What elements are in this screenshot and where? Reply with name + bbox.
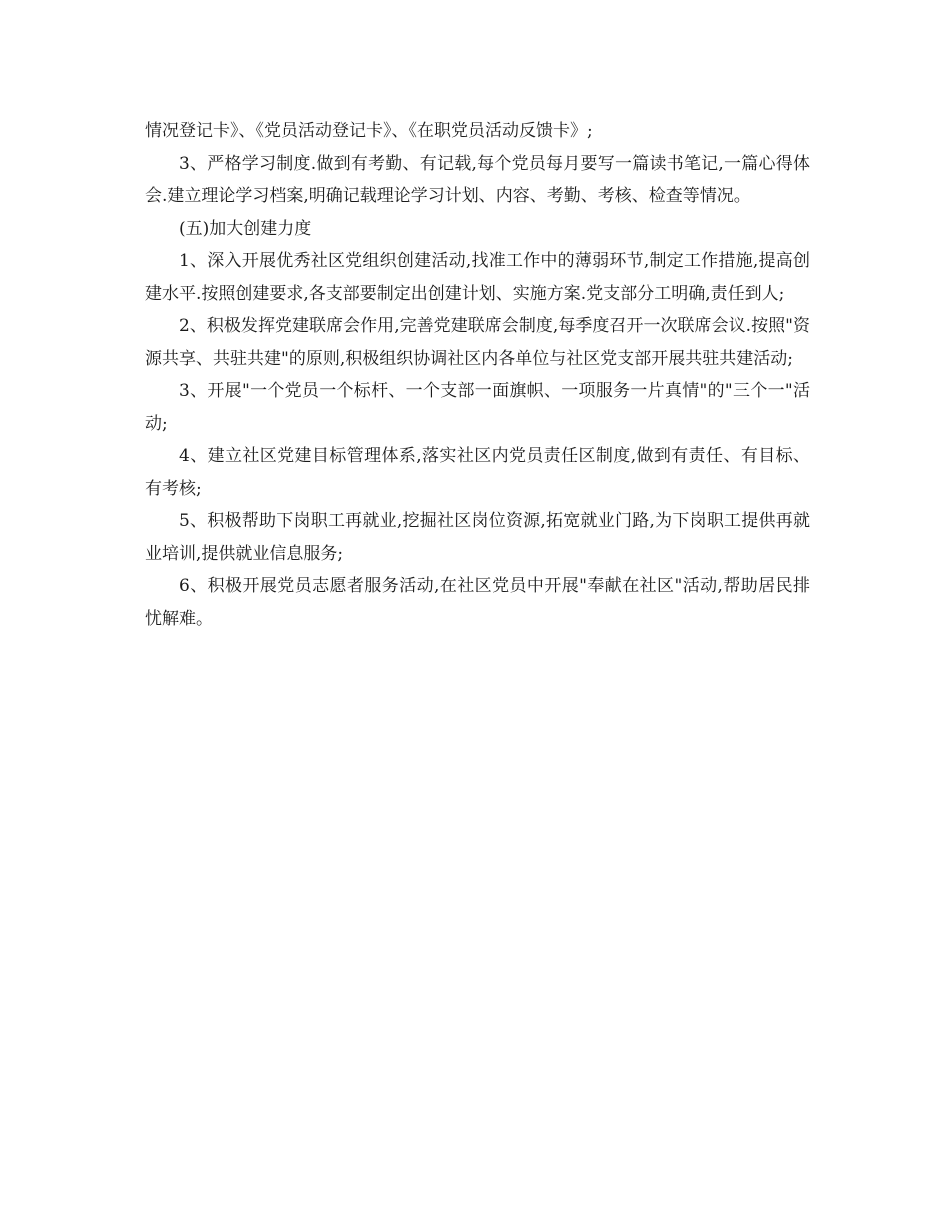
paragraph-item-3: 3、开展"一个党员一个标杆、一个支部一面旗帜、一项服务一片真情"的"三个一"活动;	[145, 381, 810, 434]
paragraph-item-5: 5、积极帮助下岗职工再就业,挖掘社区岗位资源,拓宽就业门路,为下岗职工提供再就业培训,提供就业信息服务;	[145, 511, 810, 564]
paragraph-item-1: 1、深入开展优秀社区党组织创建活动,找准工作中的薄弱环节,制定工作措施,提高创建水平.按照创建要求,各支部要制定出创建计划、实施方案.党支部分工明确,责任到人;	[145, 251, 810, 304]
document-body	[145, 115, 810, 635]
paragraph-continuation: 情况登记卡》、《党员活动登记卡》、《在职党员活动反馈卡》;	[145, 121, 593, 141]
paragraph-item-4: 4、建立社区党建目标管理体系,落实社区内党员责任区制度,做到有责任、有目标、有考核;	[145, 446, 810, 499]
paragraph-item-2: 2、积极发挥党建联席会作用,完善党建联席会制度,每季度召开一次联席会议.按照"资源共享、共驻共建"的原则,积极组织协调社区内各单位与社区党支部开展共驻共建活动;	[145, 316, 810, 369]
section-heading: (五)加大创建力度	[179, 218, 312, 239]
paragraph-study-system: 3、严格学习制度.做到有考勤、有记载,每个党员每月要写一篇读书笔记,一篇心得体会.建立理论学习档案,明确记载理论学习计划、内容、考勤、考核、检查等情况。	[145, 153, 810, 206]
paragraph-item-6: 6、积极开展党员志愿者服务活动,在社区党员中开展"奉献在社区"活动,帮助居民排忧解难。	[145, 576, 810, 629]
